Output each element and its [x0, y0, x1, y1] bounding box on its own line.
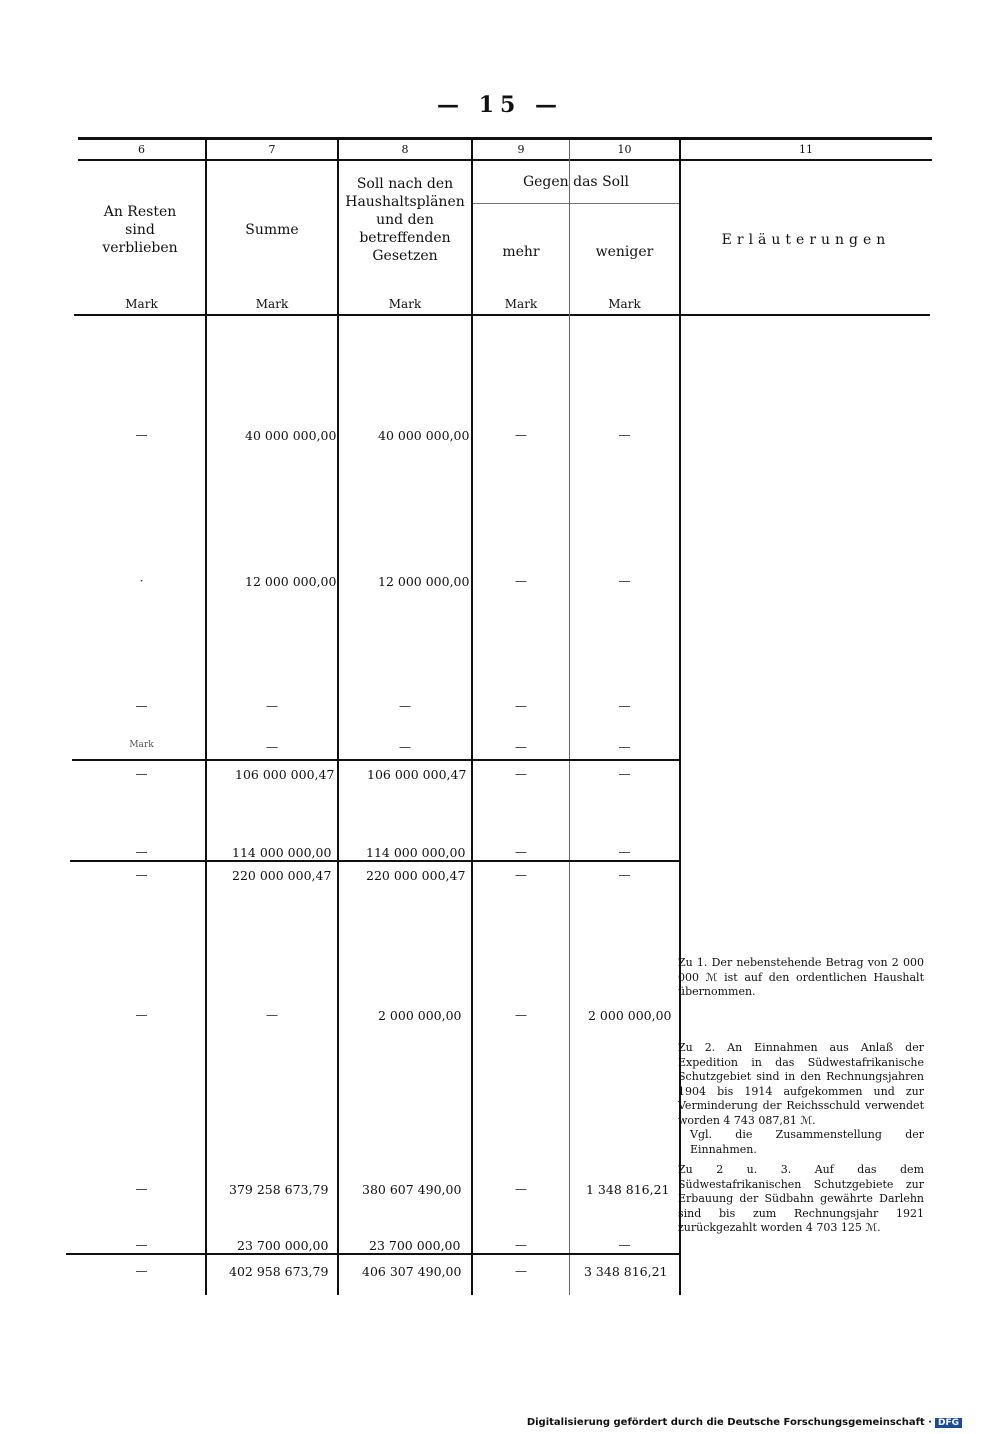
- row-9-col8: 380 607 490,00: [362, 1182, 462, 1197]
- row-1-col6: —: [135, 428, 148, 442]
- column-group-header: Gegen das Soll: [522, 174, 630, 190]
- subtotal-rule-1: [72, 759, 679, 761]
- row-5-col10: —: [618, 767, 631, 781]
- row-10-col9: —: [515, 1238, 527, 1252]
- row-7-col10: —: [618, 868, 631, 882]
- unit-9: Mark: [504, 297, 538, 311]
- row-4-col9: —: [515, 740, 527, 754]
- dfg-logo-icon: DFG: [935, 1418, 962, 1428]
- row-10-col7: 23 700 000,00: [237, 1238, 329, 1253]
- row-5-col9: —: [515, 767, 527, 781]
- page-number: — 15 —: [437, 92, 563, 118]
- column-header-6: An Resten sind verblieben: [102, 204, 178, 256]
- header-bottom-rule: [74, 314, 930, 316]
- row-3-col7: —: [266, 699, 278, 713]
- unit-7: Mark: [255, 297, 289, 311]
- column-line-6-7: [205, 140, 207, 1295]
- row-8-col6: —: [135, 1008, 148, 1022]
- row-3-col6: —: [135, 699, 148, 713]
- unit-10: Mark: [608, 297, 641, 311]
- row-11-col9: —: [515, 1264, 527, 1278]
- column-line-7-8: [337, 140, 339, 1295]
- row-5-col6: —: [135, 767, 148, 781]
- row-1-col9: —: [515, 428, 527, 442]
- column-header-7: Summe: [245, 222, 299, 238]
- note-1: Zu 1. Der nebenstehende Betrag von 2 000 000 ℳ ist auf den ordentlichen Haushalt übernommen.: [678, 956, 924, 998]
- row-1-col7: 40 000 000,00: [245, 428, 337, 443]
- row-6-col10: —: [618, 845, 631, 859]
- row-2-col8: 12 000 000,00: [378, 574, 470, 589]
- footer-credit: [527, 1417, 962, 1428]
- row-10-col10: —: [618, 1238, 631, 1252]
- note-2: Zu 2. An Einnahmen aus Anlaß der Expedition in das Südwestafrikanische Schutzgebiet sind in den Rechnungsjahren 1904 bis 1914 aufgekommen und zur Verminderung der Reichsschuld verwendet worden 4 743 087,81 ℳ.: [678, 1041, 924, 1127]
- column-number-10: 10: [617, 143, 632, 156]
- row-7-col8: 220 000 000,47: [366, 868, 466, 883]
- row-11-col8: 406 307 490,00: [362, 1264, 462, 1279]
- column-header-10: weniger: [595, 244, 654, 260]
- row-4-col6: Mark: [129, 740, 154, 750]
- row-9-col7: 379 258 673,79: [229, 1182, 329, 1197]
- note-3: Zu 2 u. 3. Auf das dem Südwestafrikanischen Schutzgebiete zur Erbauung der Südbahn gewährte Darlehn sind bis zum Rechnungsjahr 1921 zurückgezahlt worden 4 703 125 ℳ.: [678, 1163, 924, 1234]
- row-2-col7: 12 000 000,00: [245, 574, 337, 589]
- row-11-col6: —: [135, 1264, 148, 1278]
- row-9-col10: 1 348 816,21: [586, 1182, 670, 1197]
- column-header-11: Erläuterungen: [721, 232, 891, 248]
- column-number-8: 8: [401, 143, 409, 156]
- column-header-8: Soll nach den Haushaltsplänen und den betreffenden Gesetzen: [345, 176, 465, 264]
- row-9-col9: —: [515, 1182, 527, 1196]
- column-number-6: 6: [138, 143, 145, 156]
- group-rule: [473, 203, 679, 204]
- row-3-col9: —: [515, 699, 527, 713]
- row-11-col7: 402 958 673,79: [229, 1264, 329, 1279]
- row-6-col7: 114 000 000,00: [232, 845, 332, 860]
- row-2-col9: —: [515, 574, 527, 588]
- subtotal-rule-3: [66, 1253, 679, 1255]
- row-7-col9: —: [515, 868, 527, 882]
- row-6-col6: —: [135, 845, 148, 859]
- row-8-col8: 2 000 000,00: [378, 1008, 462, 1023]
- row-5-col7: 106 000 000,47: [235, 767, 335, 782]
- row-8-col7: —: [266, 1008, 278, 1022]
- row-8-col9: —: [515, 1008, 527, 1022]
- column-number-11: 11: [799, 143, 813, 156]
- row-4-col8: —: [399, 740, 411, 754]
- unit-8: Mark: [388, 297, 422, 311]
- row-2-col10: —: [618, 574, 631, 588]
- row-10-col6: —: [135, 1238, 148, 1252]
- column-number-9: 9: [517, 143, 525, 156]
- column-line-8-9: [471, 140, 473, 1295]
- subtotal-rule-2: [70, 860, 679, 862]
- note-2-reference: Vgl. die Zusammenstellung der Einnahmen.: [690, 1128, 924, 1156]
- row-1-col8: 40 000 000,00: [378, 428, 470, 443]
- row-10-col8: 23 700 000,00: [369, 1238, 461, 1253]
- row-6-col8: 114 000 000,00: [366, 845, 466, 860]
- row-9-col6: —: [135, 1182, 148, 1196]
- unit-6: Mark: [125, 297, 158, 311]
- row-6-col9: —: [515, 845, 527, 859]
- column-line-9-10: [569, 140, 570, 1295]
- column-number-7: 7: [268, 143, 276, 156]
- row-3-col8: —: [399, 699, 411, 713]
- row-7-col6: —: [135, 868, 148, 882]
- row-5-col8: 106 000 000,47: [367, 767, 467, 782]
- row-8-col10: 2 000 000,00: [588, 1008, 672, 1023]
- row-1-col10: —: [618, 428, 631, 442]
- row-7-col7: 220 000 000,47: [232, 868, 332, 883]
- column-header-9: mehr: [502, 244, 540, 260]
- row-3-col10: —: [618, 699, 631, 713]
- row-2-col6: ·: [139, 574, 144, 588]
- row-11-col10: 3 348 816,21: [584, 1264, 668, 1279]
- row-4-col10: —: [618, 740, 631, 754]
- footer-text: Digitalisierung gefördert durch die Deutsche Forschungsgemeinschaft ·: [526, 1417, 932, 1428]
- row-4-col7: —: [266, 740, 278, 754]
